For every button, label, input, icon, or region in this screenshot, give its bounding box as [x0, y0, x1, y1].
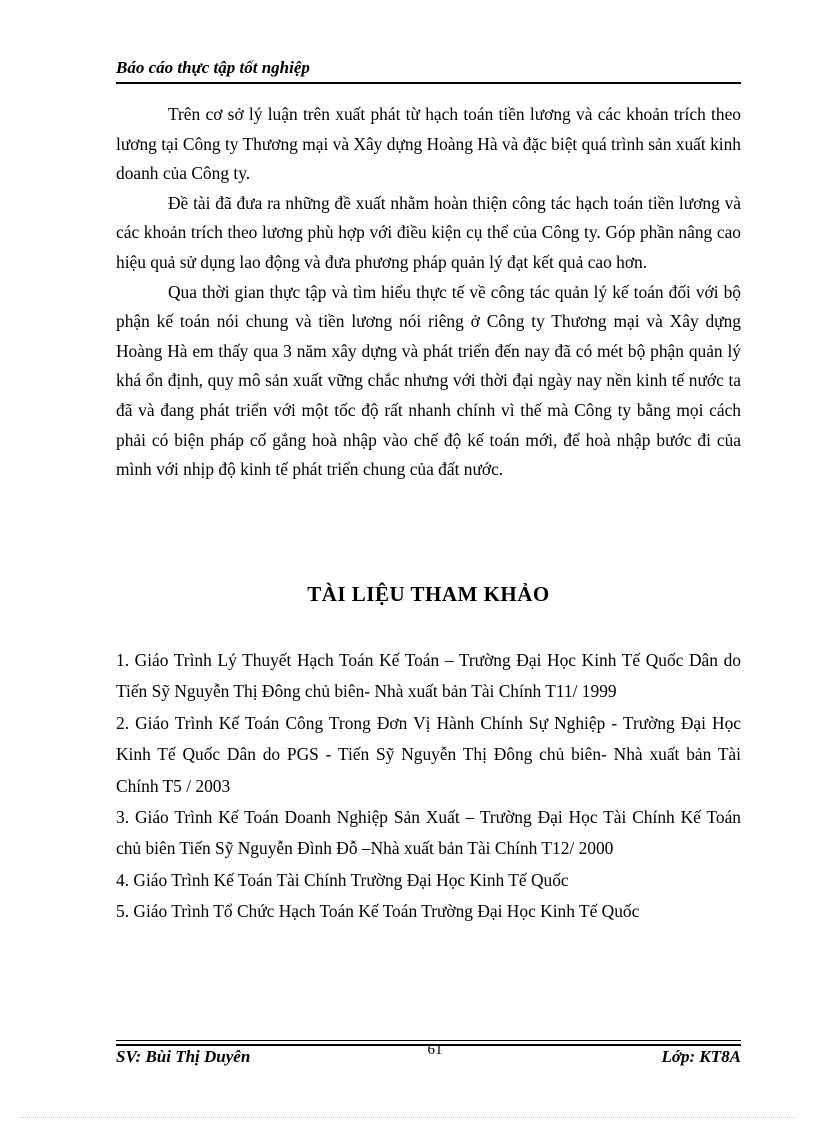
reference-item: 5. Giáo Trình Tổ Chức Hạch Toán Kế Toán Trường Đại Học Kinh Tế Quốc	[116, 901, 640, 922]
page-header-title: Báo cáo thực tập tốt nghiệp	[116, 58, 310, 77]
reference-item: 3. Giáo Trình Kế Toán Doanh Nghiệp Sản Xuất – Trường Đại Học Tài Chính Kế Toán chủ biên Tiến Sỹ Nguyễn Đình Đỗ –Nhà xuất bản Tài Chính T12/ 2000	[116, 807, 741, 859]
references-list	[116, 645, 741, 928]
footer-student-name: SV: Bùi Thị Duyên	[116, 1047, 251, 1066]
body-paragraph: Qua thời gian thực tập và tìm hiểu thực tế về công tác quản lý kế toán đối với bộ phận kế toán nói chung và tiền lương nói riêng ở Công ty Thương mại và Xây dựng Hoàng Hà em thấy qua 3 năm xây dựng và phát triển đến nay đã có mét bộ phận quản lý khá ổn định, quy mô sản xuất vững chắc nhưng với thời đại ngày nay nền kinh tế nước ta đã và đang phát triển với một tốc độ rất nhanh chính vì thế mà Công ty bằng mọi cách phải có biện pháp cố gắng hoà nhập vào chế độ kế toán mới, để hoà nhập bước đi của mình với nhịp độ kinh tế phát triển chung của đất nước.	[116, 281, 741, 480]
body-text	[116, 100, 741, 485]
reference-item: 2. Giáo Trình Kế Toán Công Trong Đơn Vị Hành Chính Sự Nghiệp - Trường Đại Học Kinh Tế Quốc Dân do PGS - Tiến Sỹ Nguyễn Thị Đông chủ biên- Nhà xuất bản Tài Chính T5 / 2003	[116, 712, 741, 796]
reference-item: 1. Giáo Trình Lý Thuyết Hạch Toán Kế Toán – Trường Đại Học Kinh Tế Quốc Dân do Tiến Sỹ Nguyễn Thị Đông chủ biên- Nhà xuất bản Tài Chính T11/ 1999	[116, 650, 741, 702]
body-paragraph: Trên cơ sở lý luận trên xuất phát từ hạch toán tiền lương và các khoản trích theo lương tại Công ty Thương mại và Xây dựng Hoàng Hà và đặc biệt quá trình sản xuất kinh doanh của Công ty.	[116, 104, 741, 184]
references-heading: TÀI LIỆU THAM KHẢO	[307, 582, 550, 606]
footer-divider-thin	[116, 1040, 741, 1041]
page-number: 61	[427, 1042, 443, 1058]
page-edge-dotted-line	[20, 1117, 796, 1118]
body-paragraph: Đề tài đã đưa ra những đề xuất nhằm hoàn thiện công tác hạch toán tiền lương và các khoản trích theo lương phù hợp với điều kiện cụ thể của Công ty. Góp phần nâng cao hiệu quả sử dụng lao động và đưa phương pháp quản lý đạt kết quả cao hơn.	[116, 192, 741, 272]
reference-item: 4. Giáo Trình Kế Toán Tài Chính Trường Đại Học Kinh Tế Quốc	[116, 869, 569, 890]
footer-class: Lớp: KT8A	[661, 1047, 741, 1066]
header-divider	[116, 82, 741, 84]
